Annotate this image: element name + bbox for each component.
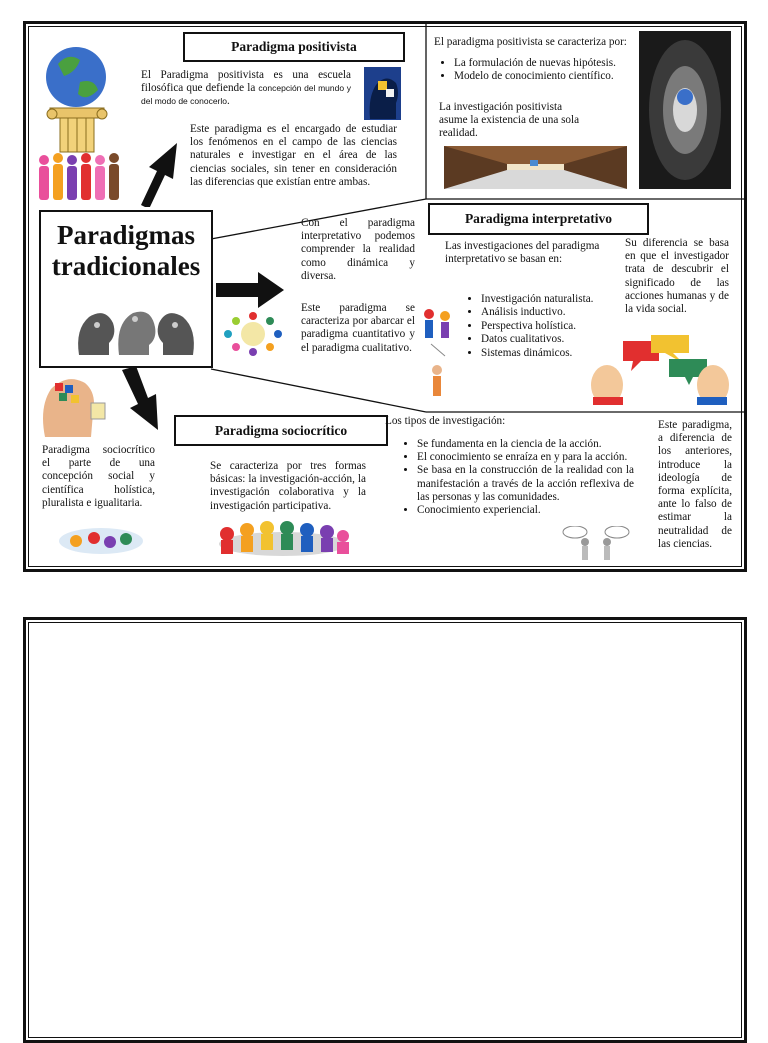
puzzle-head-icon (364, 67, 401, 120)
sociocritico-types-list (397, 438, 634, 517)
main-title-box (39, 210, 213, 368)
interpretativo-difference: Su diferencia se basa en que el investigador trata de descubrir el significado de las acciones humanas y de la vida social. (625, 237, 729, 316)
list-item: • Modelo de conocimiento científico. (454, 70, 684, 83)
interpretativo-p1: Con el paradigma interpretativo podemos comprender la realidad como dinámica y diversa. (301, 217, 415, 282)
interpretativo-list-intro: Las investigaciones del paradigma interpretativo se basan en: (445, 240, 600, 266)
concept-map-panel (23, 21, 747, 572)
globe-tunnel-icon (639, 31, 731, 189)
empty-page-panel (23, 617, 747, 1043)
list-item: • Investigación naturalista. (481, 293, 641, 306)
arrow-down-right-icon (114, 366, 170, 432)
positivista-intro: El Paradigma positivista es una escuela filosófica que defiende la concepción del mundo y del modo de conocerlo. (141, 69, 351, 108)
positivista-title: Paradigma positivista (183, 32, 405, 62)
list-item: • La formulación de nuevas hipótesis. (454, 57, 684, 70)
positivista-description: Este paradigma es el encargado de estudiar los fenómenos en el campo de las ciencias naturales e investigar en el área de las ciencias sociales, sin tener en consideración las diferencias que existían entre ambas. (190, 123, 397, 188)
main-title-line2: tradicionales (51, 251, 201, 281)
people-ring-icon (211, 518, 355, 558)
list-item: • Conocimiento experiencial. (417, 504, 567, 517)
positivista-reality: La investigación positivista asume la existencia de una sola realidad. (439, 101, 580, 140)
list-item: • Análisis inductivo. (481, 306, 641, 319)
sociocritico-types-intro: Los tipos de investigación: (385, 415, 506, 427)
list-item: • Se fundamenta en la ciencia de la acción. (417, 438, 634, 451)
puzzle-head-sociocritico-icon (37, 373, 107, 437)
arrow-right-icon (216, 272, 286, 308)
list-item: • Sistemas dinámicos. (481, 347, 641, 360)
sociocritico-p1: Paradigma sociocrítico el parte de una concepción social y científica holística, pluralista e igualitaria. (42, 444, 155, 509)
colorful-brain-icon (56, 526, 146, 556)
sociocritico-p2: Se caracteriza por tres formas básicas: la investigación-acción, la investigación colaborativa y la investigación participativa. (210, 460, 366, 512)
talking-heads-icon (589, 331, 731, 405)
list-item: • Se basa en la construcción de la realidad con la manifestación a través de la acción reflexiva de las personas y las comunidades. (417, 464, 634, 504)
list-item: • El conocimiento se enraíza en y para la acción. (417, 451, 634, 464)
main-title-line1: Paradigmas (57, 220, 195, 250)
list-item: • Datos cualitativos. (481, 333, 641, 346)
globe-column-people-icon (36, 42, 126, 207)
conversation-icon (561, 526, 631, 562)
interpretativo-p2: Este paradigma se caracteriza por abarcar el paradigma cuantitativo y el paradigma cualitativo. (301, 302, 415, 354)
sociocritico-ideology: Este paradigma, a diferencia de los anteriores, introduce la ideología de forma explícita, ante lo falso de estimar la neutralidad de las ciencias. (658, 419, 732, 550)
positivista-features-intro: El paradigma positivista se caracteriza por: (434, 36, 627, 48)
arrow-up-right-icon (133, 139, 185, 207)
heads-icon (75, 305, 197, 357)
list-item: • Perspectiva holística. (481, 320, 641, 333)
sociocritico-title: Paradigma sociocrítico (174, 415, 388, 446)
interpretativo-title: Paradigma interpretativo (428, 203, 649, 235)
people-circle-icon (222, 311, 284, 357)
figures-icon (419, 304, 455, 404)
hallway-icon (444, 146, 627, 189)
